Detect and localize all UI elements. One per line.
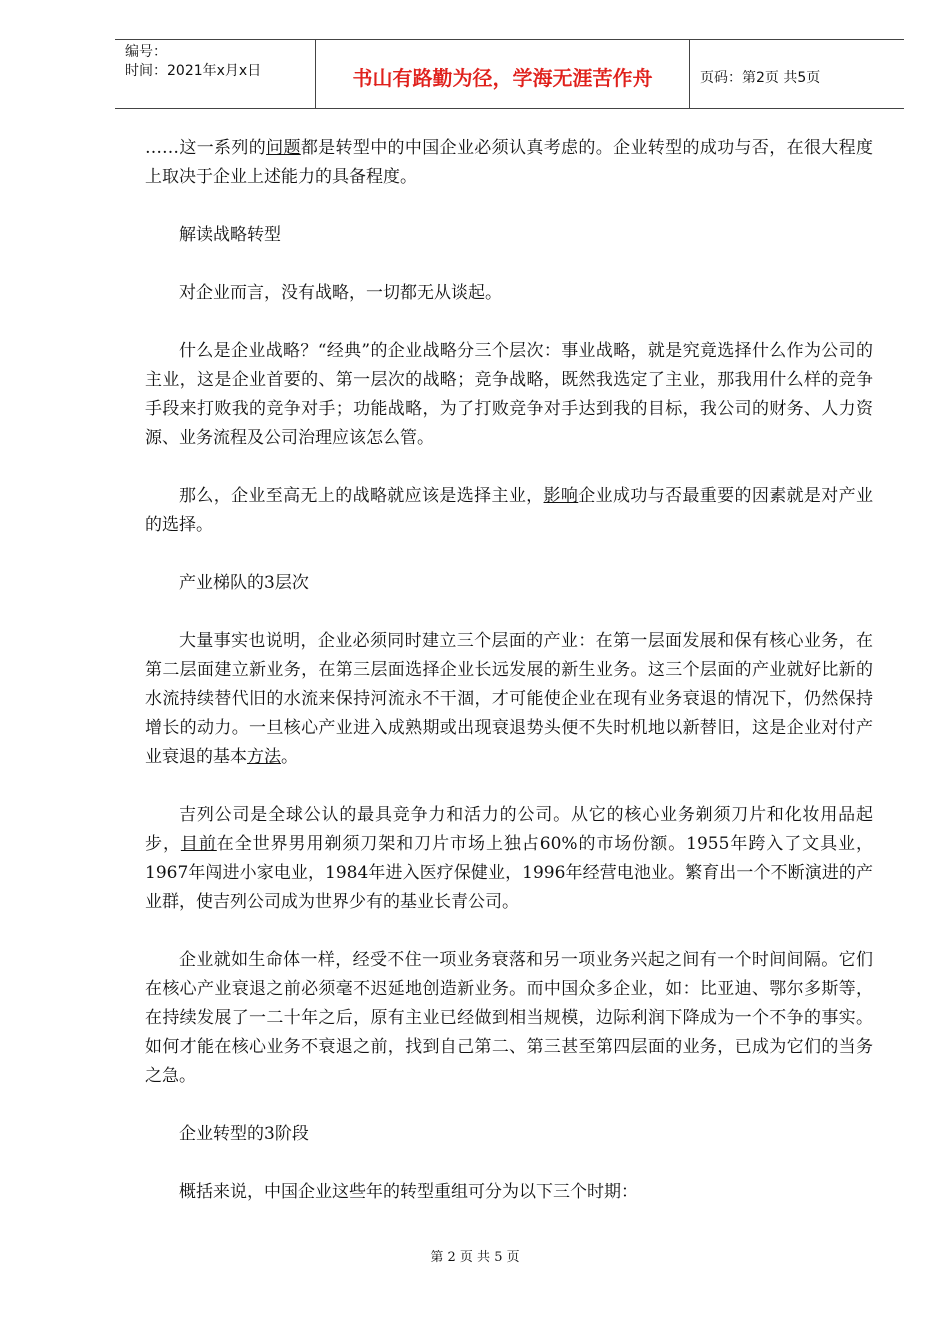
paragraph-text: ……这一系列的	[145, 138, 267, 158]
keyword-link[interactable]: 影响	[543, 486, 579, 506]
paragraph: 概括来说，中国企业这些年的转型重组可分为以下三个时期：	[179, 1182, 638, 1202]
paragraph-text: 那么，企业至高无上的战略就应该是选择主业，	[179, 486, 544, 506]
keyword-link[interactable]: 方法	[247, 747, 281, 767]
section-heading: 解读战略转型	[179, 225, 281, 245]
page-header	[115, 39, 904, 109]
page-footer: 第 2 页 共 5 页	[430, 1250, 520, 1265]
paragraph	[145, 134, 873, 192]
paragraph-text: 都是转型中的中国企业必须认真考虑的。企业转型的成功与否，在很大程度上取决于企业上述能力的具备程度。	[145, 138, 874, 187]
motto-text: 书山有路勤为径，学海无涯苦作舟	[352, 66, 653, 90]
keyword-link[interactable]: 问题	[266, 138, 301, 158]
section-heading: 企业转型的3阶段	[179, 1124, 309, 1144]
keyword-link[interactable]: 目前	[180, 834, 217, 854]
paragraph-text: 在全世界男用剃须刀架和刀片市场上独占60%的市场份额。1955年跨入了文具业，1967年闯进小家电业，1984年进入医疗保健业，1996年经营电池业。繁育出一个不断演进的产业群，使吉列公司成为世界少有的基业长青公司。	[145, 834, 873, 912]
paragraph-text: 。	[281, 747, 298, 767]
document-body	[145, 134, 873, 1236]
header-motto-cell	[316, 40, 690, 108]
paragraph-text: 吉列公司是全球公认的最具竞争力和活力的公司。从它的核心业务剃须刀片和化妆用品起步，	[145, 805, 873, 854]
number-label: 编号：	[125, 44, 167, 60]
paragraph: 什么是企业战略？“经典”的企业战略分三个层次：事业战略，就是究竟选择什么作为公司的主业，这是企业首要的、第一层次的战略；竞争战略，既然我选定了主业，那我用什么样的竞争手段来打败我的竞争对手；功能战略，为了打败竞争对手达到我的目标，我公司的财务、人力资源、业务流程及公司治理应该怎么管。	[145, 341, 873, 448]
header-page-cell	[690, 40, 904, 108]
paragraph: 企业就如生命体一样，经受不住一项业务衰落和另一项业务兴起之间有一个时间间隔。它们在核心产业衰退之前必须毫不迟延地创造新业务。而中国众多企业，如：比亚迪、鄂尔多斯等，在持续发展了一二十年之后，原有主业已经做到相当规模，边际利润下降成为一个不争的事实。如何才能在核心业务不衰退之前，找到自己第二、第三甚至第四层面的业务，已成为它们的当务之急。	[145, 950, 873, 1086]
paragraph	[145, 801, 873, 917]
paragraph-text: 大量事实也说明，企业必须同时建立三个层面的产业：在第一层面发展和保有核心业务，在第二层面建立新业务，在第三层面选择企业长远发展的新生业务。这三个层面的产业就好比新的水流持续替代旧的水流来保持河流永不干涸，才可能使企业在现有业务衰退的情况下，仍然保持增长的动力。一旦核心产业进入成熟期或出现衰退势头便不失时机地以新替旧，这是企业对付产业衰退的基本	[145, 631, 873, 767]
paragraph-text: 企业成功与否最重要的因素就是对产业的选择。	[145, 486, 874, 535]
paragraph	[145, 482, 873, 540]
time-label: 时间：2021年x月x日	[125, 63, 262, 79]
paragraph	[145, 627, 873, 772]
section-heading: 产业梯队的3层次	[179, 573, 309, 593]
header-meta-cell	[115, 40, 316, 108]
page-indicator: 页码：第2页 共5页	[700, 70, 821, 86]
paragraph: 对企业而言，没有战略，一切都无从谈起。	[179, 283, 502, 303]
